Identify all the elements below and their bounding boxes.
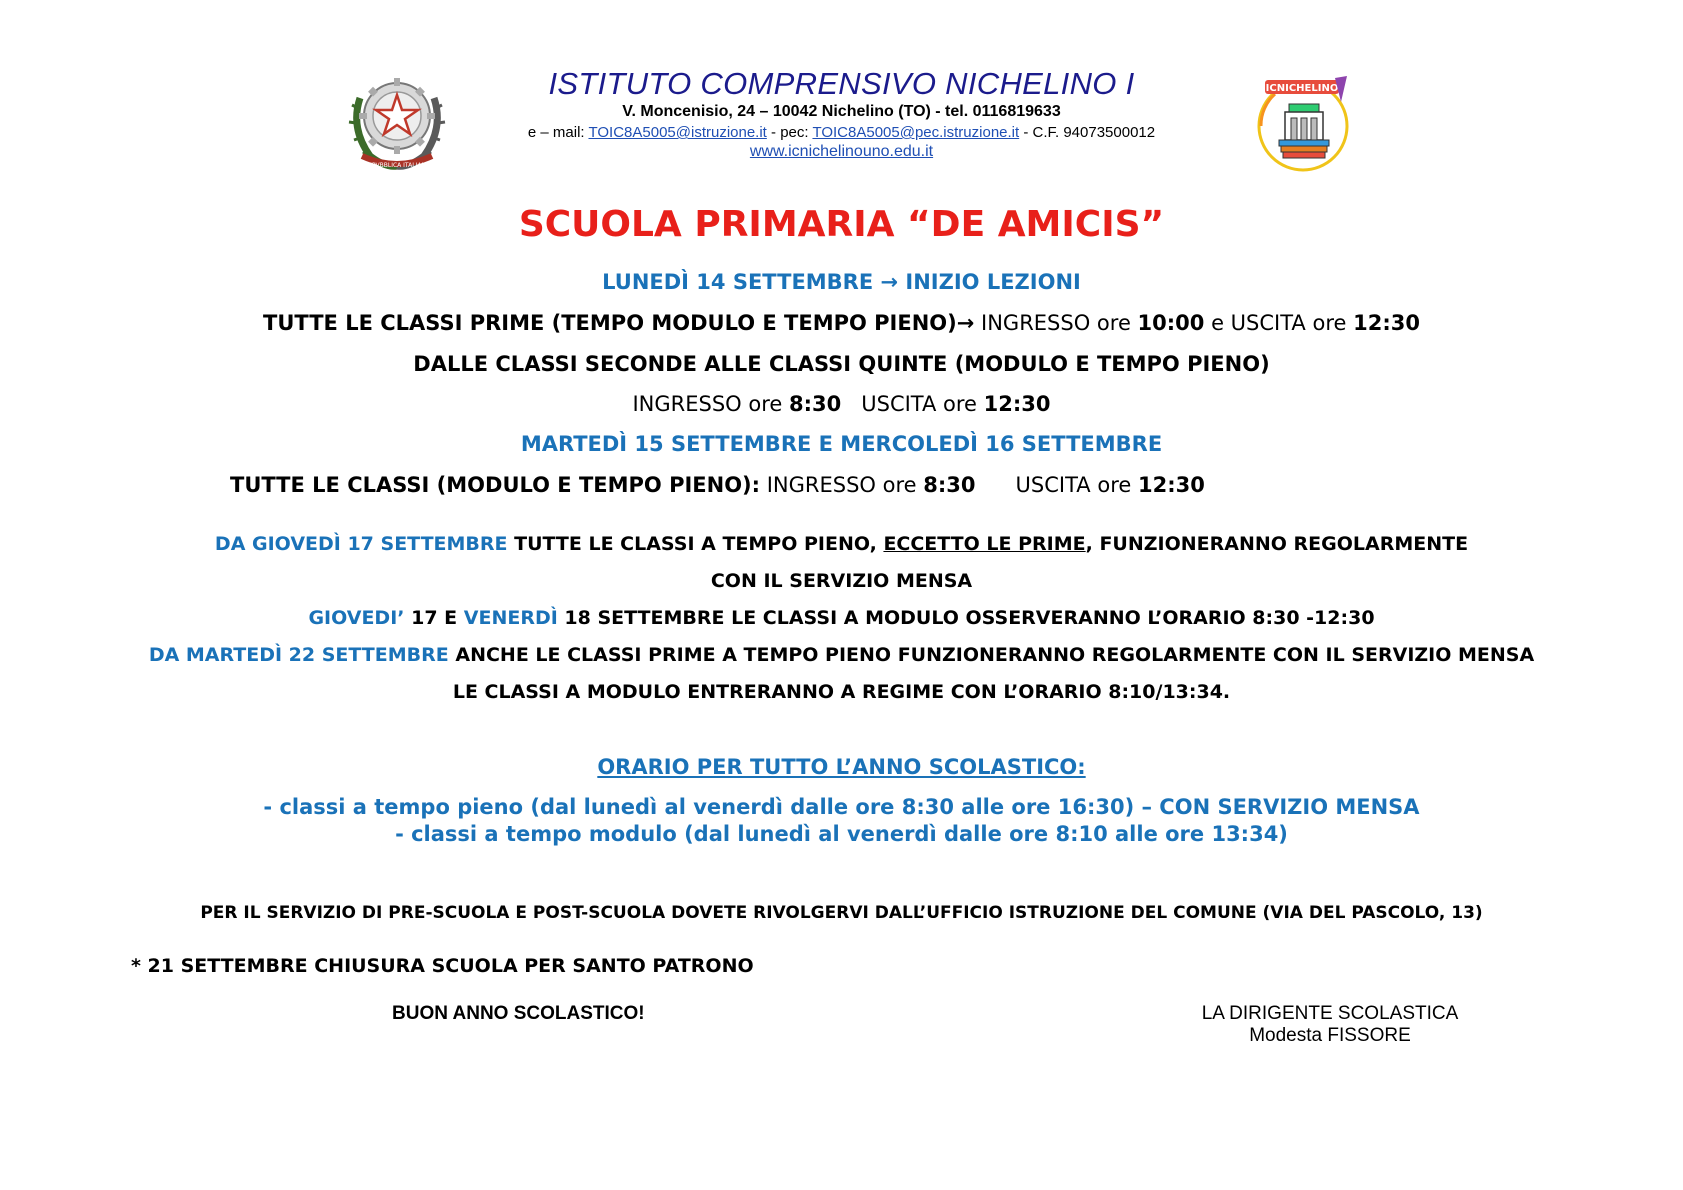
prime-out-time: 12:30: [1353, 311, 1420, 335]
seconde-out-time: 12:30: [983, 392, 1051, 416]
prime-in-label: INGRESSO ore: [974, 311, 1138, 335]
dirigente-name: Modesta FISSORE: [1249, 1025, 1411, 1046]
martedi22-date: DA MARTEDÌ 22 SETTEMBRE: [148, 644, 449, 666]
dirigente-role: LA DIRIGENTE SCOLASTICA: [1201, 1003, 1459, 1024]
seconde-times: [0, 392, 1683, 416]
email-prefix: e – mail:: [527, 124, 589, 141]
tutte-in-label: INGRESSO ore: [760, 473, 924, 497]
seconde-line: DALLE CLASSI SECONDE ALLE CLASSI QUINTE (MODULO E TEMPO PIENO): [413, 352, 1270, 376]
seconde-out-label: USCITA ore: [841, 392, 984, 416]
except-first: ECCETTO LE PRIME: [883, 533, 1086, 555]
seconde-in-label: INGRESSO ore: [632, 392, 789, 416]
website-link[interactable]: www.icnichelinouno.edu.it: [749, 143, 934, 160]
tue-wed-heading: MARTEDÌ 15 SETTEMBRE E MERCOLEDÌ 16 SETTEMBRE: [520, 432, 1163, 456]
giovedi-label: GIOVEDI’: [308, 607, 405, 629]
orario-tempo-modulo: - classi a tempo modulo (dal lunedì al venerdì dalle ore 8:10 alle ore 13:34): [395, 822, 1288, 846]
tutte-classes: TUTTE LE CLASSI (MODULO E TEMPO PIENO):: [230, 473, 761, 497]
institute-address: V. Moncenisio, 24 – 10042 Nichelino (TO) - tel. 0116819633: [622, 103, 1061, 120]
prime-line: [0, 311, 1683, 335]
thursday-line: [0, 533, 1683, 555]
pec-prefix: - pec:: [766, 124, 813, 141]
closure-note: * 21 SETTEMBRE CHIUSURA SCUOLA PER SANTO PATRONO: [131, 955, 754, 977]
buon-anno: BUON ANNO SCOLASTICO!: [392, 1003, 645, 1024]
tutte-in-time: 8:30: [923, 473, 976, 497]
tax-code: - C.F. 94073500012: [1019, 124, 1156, 141]
school-title: SCUOLA PRIMARIA “DE AMICIS”: [518, 204, 1165, 245]
seconde-in-time: 8:30: [788, 392, 842, 416]
prime-in-time: 10:00: [1137, 311, 1205, 335]
monday-heading: LUNEDÌ 14 SETTEMBRE → INIZIO LEZIONI: [602, 270, 1081, 294]
tutte-out-label: USCITA ore: [975, 473, 1138, 497]
thursday-text: TUTTE LE CLASSI A TEMPO PIENO,: [507, 533, 884, 555]
orario-tempo-pieno: - classi a tempo pieno (dal lunedì al venerdì dalle ore 8:30 alle ore 16:30) – CON SERVIZIO MENSA: [263, 795, 1420, 819]
giovedi-text: 17 E: [404, 607, 464, 629]
website-line: [0, 143, 1683, 161]
giovedi-line: [0, 607, 1683, 629]
martedi22-line: [0, 644, 1683, 666]
prime-classes: TUTTE LE CLASSI PRIME (TEMPO MODULO E TEMPO PIENO)→: [263, 311, 975, 335]
svg-text:ICNICHELINO: ICNICHELINO: [1265, 83, 1339, 94]
orario-title: ORARIO PER TUTTO L’ANNO SCOLASTICO:: [597, 755, 1086, 779]
venerdi-label: VENERDÌ: [463, 607, 558, 629]
email-link[interactable]: TOIC8A5005@istruzione.it: [588, 124, 767, 141]
dirigente-block: [1180, 1003, 1480, 1047]
mensa-line: CON IL SERVIZIO MENSA: [710, 570, 973, 592]
prescuola-note: PER IL SERVIZIO DI PRE-SCUOLA E POST-SCUOLA DOVETE RIVOLGERVI DALL’UFFICIO ISTRUZIONE DEL COMUNE (VIA DEL PASCOLO, 13): [200, 903, 1483, 923]
thursday-text-end: , FUNZIONERANNO REGOLARMENTE: [1085, 533, 1469, 555]
tutte-line: [230, 473, 1205, 497]
contact-line: [0, 124, 1683, 141]
tutte-out-time: 12:30: [1137, 473, 1205, 497]
prime-out-label: e USCITA ore: [1204, 311, 1354, 335]
thursday-date: DA GIOVEDÌ 17 SETTEMBRE: [214, 533, 508, 555]
svg-text:REPVBBLICA ITALIANA: REPVBBLICA ITALIANA: [363, 162, 431, 169]
regime-line: LE CLASSI A MODULO ENTRERANNO A REGIME CON L’ORARIO 8:10/13:34.: [452, 681, 1231, 703]
martedi22-text: ANCHE LE CLASSI PRIME A TEMPO PIENO FUNZIONERANNO REGOLARMENTE CON IL SERVIZIO MENSA: [448, 644, 1535, 666]
giovedi-text-end: 18 SETTEMBRE LE CLASSI A MODULO OSSERVERANNO L’ORARIO 8:30 -12:30: [557, 607, 1375, 629]
institute-name: ISTITUTO COMPRENSIVO NICHELINO I: [548, 66, 1135, 101]
pec-link[interactable]: TOIC8A5005@pec.istruzione.it: [812, 124, 1020, 141]
